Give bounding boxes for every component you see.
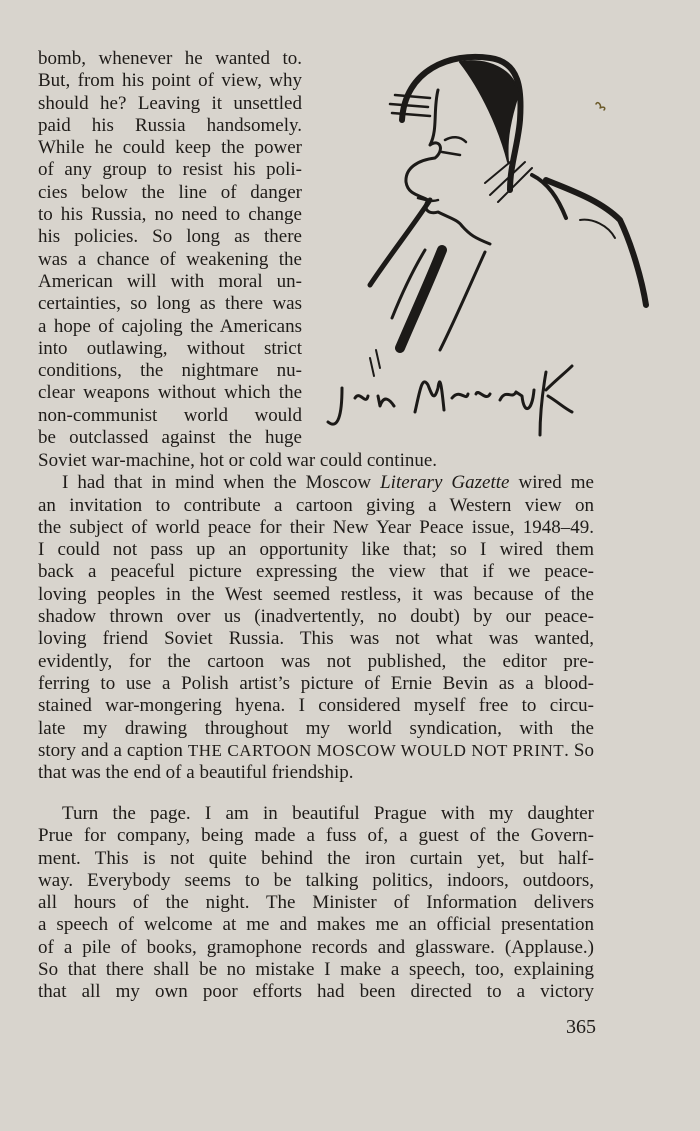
text-line: that was the end of a beautiful friendship. bbox=[38, 762, 354, 784]
text-line: late my drawing throughout my world syndication, with the bbox=[38, 717, 594, 739]
text-line: conditions, the nightmare nu- bbox=[38, 360, 302, 382]
text-line: evidently, for the cartoon was not published, the editor pre- bbox=[38, 650, 594, 672]
text-line: Prue for company, being made a fuss of, a guest of the Govern- bbox=[38, 825, 594, 847]
text-line: bomb, whenever he wanted to. bbox=[38, 48, 302, 69]
text-line: back a peaceful picture expressing the view that if we peace- bbox=[38, 561, 594, 583]
text-line: cies below the line of danger bbox=[38, 181, 302, 203]
text-line: Turn the page. I am in beautiful Prague with my daughter bbox=[62, 803, 594, 824]
page-number: 365 bbox=[566, 1016, 596, 1038]
text-line: But, from his point of view, why bbox=[38, 70, 302, 92]
text-line: So that there shall be no mistake I make a speech, too, explaining bbox=[38, 959, 594, 981]
text-line: way. Everybody seems to be talking politics, indoors, outdoors, bbox=[38, 869, 594, 891]
text-line: While he could keep the power bbox=[38, 137, 302, 159]
text-line: loving friend Soviet Russia. This was not what was wanted, bbox=[38, 628, 594, 650]
text-line: certainties, so long as there was bbox=[38, 293, 302, 315]
text-fragment: wired me bbox=[509, 472, 594, 494]
text-line: of any group to resist his poli- bbox=[38, 159, 302, 181]
text-line: that all my own poor efforts had been directed to a victory bbox=[38, 981, 594, 1003]
text-line: a speech of welcome at me and makes me an official presentation bbox=[38, 914, 594, 936]
text-block-prague bbox=[38, 803, 594, 1004]
text-line: shadow thrown over us (inadvertently, no doubt) by our peace- bbox=[38, 606, 594, 628]
text-line: paid his Russia handsomely. bbox=[38, 114, 302, 136]
text-line: ferring to use a Polish artist’s picture of Ernie Bevin as a blood- bbox=[38, 672, 594, 694]
text-block-wrapped bbox=[38, 48, 594, 449]
text-line bbox=[38, 740, 594, 762]
caption-smallcaps: THE CARTOON MOSCOW WOULD NOT PRINT bbox=[187, 740, 565, 760]
text-line: all hours of the night. The Minister of Information delivers bbox=[38, 892, 594, 914]
text-block-full bbox=[38, 450, 594, 784]
text-fragment: story and a caption bbox=[38, 739, 183, 761]
text-line: Soviet war-machine, hot or cold war could continue. bbox=[38, 450, 438, 471]
text-line: the subject of world peace for their New Year Peace issue, 1948–49. bbox=[38, 516, 594, 538]
text-line: an invitation to contribute a cartoon giving a Western view on bbox=[38, 494, 594, 516]
magazine-title: Literary Gazette bbox=[380, 472, 510, 494]
text-line: stained war-mongering hyena. I considered myself free to circu- bbox=[38, 695, 594, 717]
text-line: a hope of cajoling the Americans bbox=[38, 315, 302, 337]
text-line bbox=[38, 472, 594, 494]
text-fragment: I had that in mind when the Moscow bbox=[62, 472, 372, 494]
text-fragment: . So bbox=[564, 739, 594, 761]
text-line: ment. This is not quite behind the iron curtain yet, but half- bbox=[38, 847, 594, 869]
text-line: American will with moral un- bbox=[38, 270, 302, 292]
text-line: should he? Leaving it unsettled bbox=[38, 92, 302, 114]
text-line: loving peoples in the West seemed restless, it was because of the bbox=[38, 583, 594, 605]
text-line: his policies. So long as there bbox=[38, 226, 302, 248]
text-line: into outlawing, without strict bbox=[38, 337, 302, 359]
text-line: I could not pass up an opportunity like that; so I wired them bbox=[38, 539, 594, 561]
text-line: was a chance of weakening the bbox=[38, 248, 302, 270]
text-line: of a pile of books, gramophone records and glassware. (Applause.) bbox=[38, 936, 594, 958]
text-line: non-communist world would bbox=[38, 404, 302, 426]
text-line: to his Russia, no need to change bbox=[38, 204, 302, 226]
text-line: clear weapons without which the bbox=[38, 382, 302, 404]
text-line: be outclassed against the huge bbox=[38, 427, 302, 449]
